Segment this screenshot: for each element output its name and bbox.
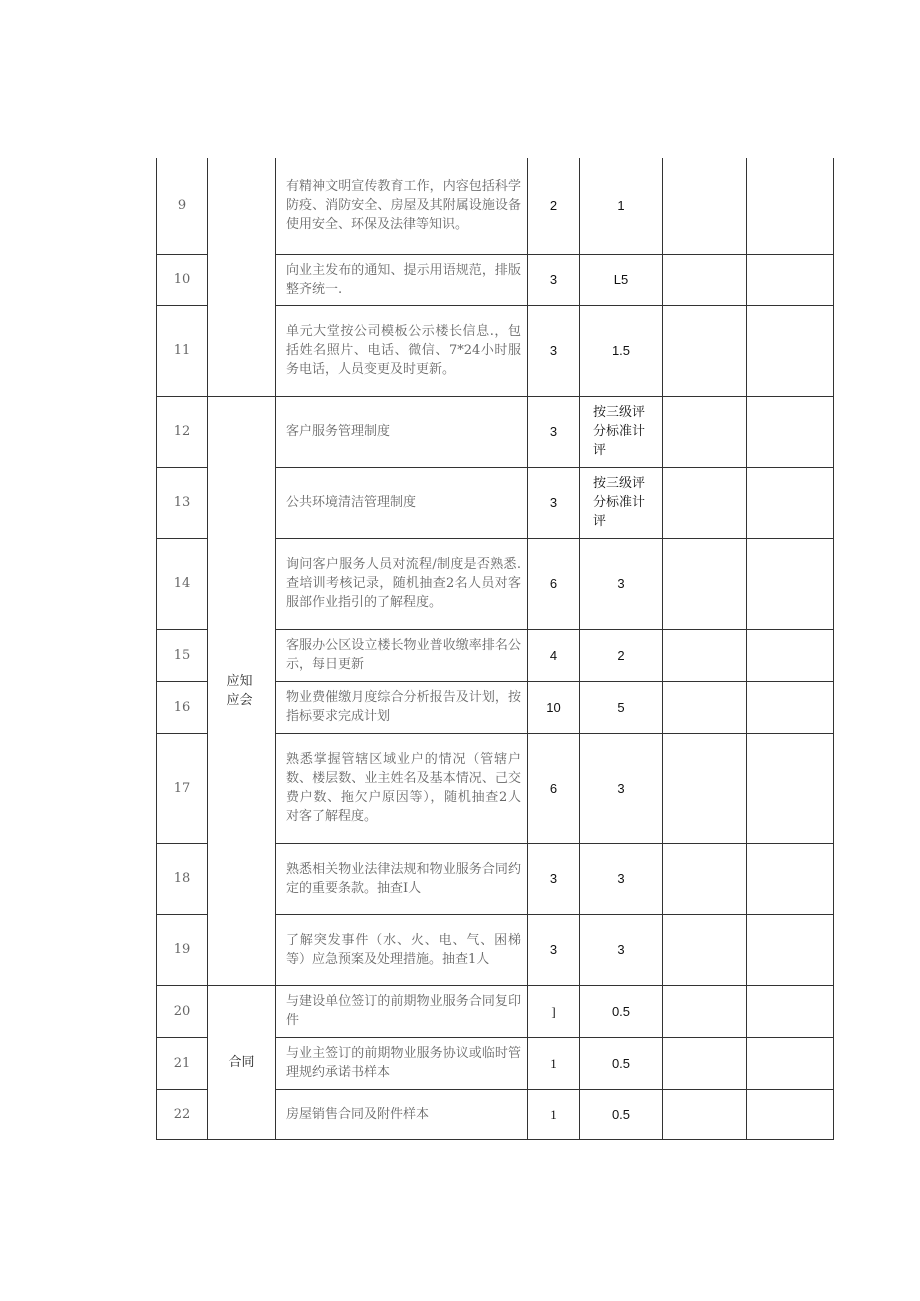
- scoring-standard: 3: [580, 843, 663, 914]
- item-score: 1: [528, 1089, 580, 1139]
- item-description: 物业费催缴月度综合分析报告及计划，按指标要求完成计划: [276, 681, 528, 733]
- scoring-standard: 1: [580, 158, 663, 254]
- scoring-standard-text: 按三级评分标准计评: [593, 476, 646, 529]
- blank-cell: [747, 396, 834, 467]
- blank-cell: [663, 467, 747, 538]
- blank-cell: [747, 985, 834, 1037]
- scoring-standard: 0.5: [580, 985, 663, 1037]
- scoring-standard: [580, 396, 663, 467]
- blank-cell: [663, 158, 747, 254]
- blank-cell: [663, 396, 747, 467]
- scoring-standard: L5: [580, 254, 663, 305]
- row-number: 9: [157, 158, 208, 254]
- blank-cell: [663, 843, 747, 914]
- item-score: 3: [528, 843, 580, 914]
- blank-cell: [663, 538, 747, 629]
- item-description: 客服办公区设立楼长物业普收缴率排名公示，每日更新: [276, 629, 528, 681]
- item-score: 1: [528, 1037, 580, 1089]
- row-number: 17: [157, 733, 208, 843]
- scoring-standard: 3: [580, 914, 663, 985]
- blank-cell: [747, 843, 834, 914]
- row-number: 13: [157, 467, 208, 538]
- scoring-standard: 0.5: [580, 1037, 663, 1089]
- item-description: 有精神文明宣传教育工作，内容包括科学防疫、消防安全、房屋及其附属设施设备使用安全、环保及法律等知识。: [276, 158, 528, 254]
- scoring-standard: 3: [580, 538, 663, 629]
- row-number: 22: [157, 1089, 208, 1139]
- blank-cell: [663, 733, 747, 843]
- item-description: 公共环境清洁管理制度: [276, 467, 528, 538]
- blank-cell: [747, 254, 834, 305]
- blank-cell: [747, 629, 834, 681]
- category-label: 应知应会: [226, 673, 253, 708]
- item-description: 询问客户服务人员对流程/制度是否熟悉.查培训考核记录，随机抽查2名人员对客服部作业指引的了解程度。: [276, 538, 528, 629]
- blank-cell: [747, 158, 834, 254]
- scoring-standard: 2: [580, 629, 663, 681]
- item-score: 10: [528, 681, 580, 733]
- item-score: 3: [528, 396, 580, 467]
- blank-cell: [747, 467, 834, 538]
- row-number: 21: [157, 1037, 208, 1089]
- blank-cell: [663, 305, 747, 396]
- blank-cell: [747, 681, 834, 733]
- row-number: 12: [157, 396, 208, 467]
- scoring-standard: 1.5: [580, 305, 663, 396]
- item-score: 6: [528, 733, 580, 843]
- scoring-table: [156, 158, 834, 1140]
- item-description: 向业主发布的通知、提示用语规范，排版整齐统一.: [276, 254, 528, 305]
- table-row: [157, 158, 834, 254]
- category-cell: [208, 985, 276, 1139]
- item-score: 3: [528, 305, 580, 396]
- item-description: 熟悉相关物业法律法规和物业服务合同约定的重要条款。抽查I人: [276, 843, 528, 914]
- blank-cell: [747, 914, 834, 985]
- category-cell-empty: [208, 158, 276, 396]
- table-row: [157, 985, 834, 1037]
- item-description: 单元大堂按公司模板公示楼长信息.，包括姓名照片、电话、微信、7*24小时服务电话，人员变更及时更新。: [276, 305, 528, 396]
- scoring-standard: 5: [580, 681, 663, 733]
- blank-cell: [663, 629, 747, 681]
- blank-cell: [747, 733, 834, 843]
- category-label: 合同: [228, 1054, 255, 1070]
- item-description: 客户服务管理制度: [276, 396, 528, 467]
- row-number: 11: [157, 305, 208, 396]
- item-description: 了解突发事件（水、火、电、气、困梯等）应急预案及处理措施。抽查1人: [276, 914, 528, 985]
- item-score: 3: [528, 467, 580, 538]
- blank-cell: [663, 985, 747, 1037]
- item-score: 3: [528, 914, 580, 985]
- item-description: 房屋销售合同及附件样本: [276, 1089, 528, 1139]
- blank-cell: [663, 1037, 747, 1089]
- row-number: 16: [157, 681, 208, 733]
- row-number: 18: [157, 843, 208, 914]
- item-score: 3: [528, 254, 580, 305]
- blank-cell: [663, 681, 747, 733]
- item-score: 2: [528, 158, 580, 254]
- item-description: 与业主签订的前期物业服务协议或临时管理规约承诺书样本: [276, 1037, 528, 1089]
- blank-cell: [747, 305, 834, 396]
- item-score: ]: [528, 985, 580, 1037]
- item-description: 熟悉掌握管辖区域业户的情况（管辖户数、楼层数、业主姓名及基本情况、己交费户数、拖欠户原因等），随机抽查2人对客了解程度。: [276, 733, 528, 843]
- blank-cell: [663, 1089, 747, 1139]
- scoring-standard: 3: [580, 733, 663, 843]
- blank-cell: [747, 1037, 834, 1089]
- scoring-standard: [580, 467, 663, 538]
- blank-cell: [663, 914, 747, 985]
- row-number: 14: [157, 538, 208, 629]
- scoring-standard: 0.5: [580, 1089, 663, 1139]
- row-number: 20: [157, 985, 208, 1037]
- blank-cell: [747, 538, 834, 629]
- blank-cell: [747, 1089, 834, 1139]
- item-score: 4: [528, 629, 580, 681]
- table-row: [157, 396, 834, 467]
- row-number: 10: [157, 254, 208, 305]
- row-number: 15: [157, 629, 208, 681]
- scoring-standard-text: 按三级评分标准计评: [593, 405, 646, 458]
- row-number: 19: [157, 914, 208, 985]
- item-score: 6: [528, 538, 580, 629]
- category-cell: [208, 396, 276, 985]
- blank-cell: [663, 254, 747, 305]
- item-description: 与建设单位签订的前期物业服务合同复印件: [276, 985, 528, 1037]
